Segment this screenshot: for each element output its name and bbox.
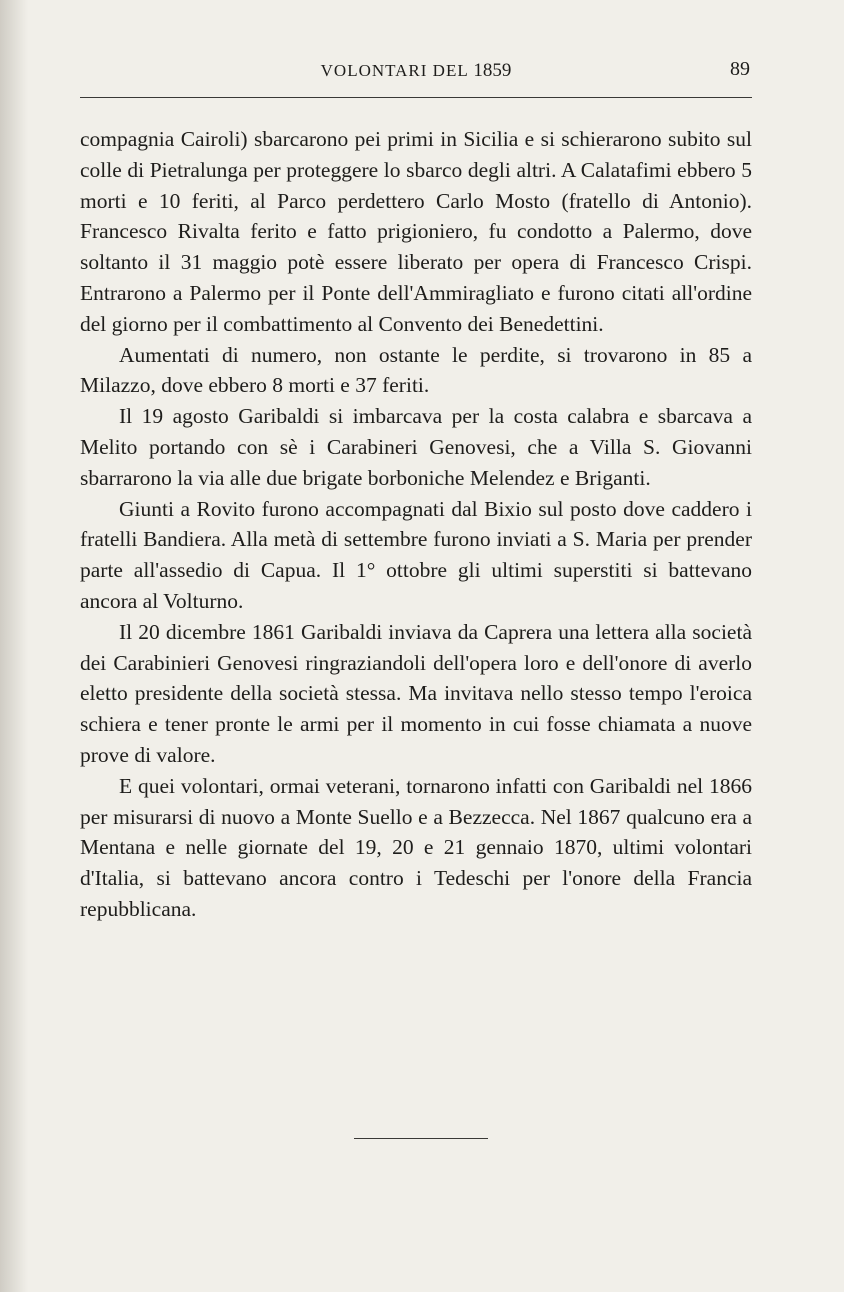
running-head: [80, 60, 752, 82]
paragraph-4: Giunti a Rovito furono accompagnati dal Bixio sul posto dove caddero i fratelli Bandiera. Alla metà di settembre furono inviati a S. Maria per prender parte all'assedio di Capua. Il 1° ottobre gli ultimi superstiti si battevano ancora al Volturno.: [80, 496, 752, 613]
end-rule: [354, 1138, 488, 1139]
paragraph-6: E quei volontari, ormai veterani, tornarono infatti con Garibaldi nel 1866 per misurarsi di nuovo a Monte Suello e a Bezzecca. Nel 1867 qualcuno era a Mentana e nelle giornate del 19, 20 e 21 gennaio 1870, ultimi volontari d'Italia, si battevano ancora contro i Tedeschi per l'onore della Francia repubblicana.: [80, 773, 752, 921]
page-header: [80, 60, 752, 90]
body-text: [80, 124, 752, 925]
paragraph-1: compagnia Cairoli) sbarcarono pei primi in Sicilia e si schierarono subito sul colle di Pietralunga per proteggere lo sbarco degli altri. A Calatafimi ebbero 5 morti e 10 feriti, al Parco perdettero Carlo Mosto (fratello di Antonio). Francesco Rivalta ferito e fatto prigioniero, fu condotto a Palermo, dove soltanto il 31 maggio potè essere liberato per opera di Francesco Crispi. Entrarono a Palermo per il Ponte dell'Ammiragliato e furono citati all'ordine del giorno per il combattimento al Convento dei Benedettini.: [80, 127, 752, 336]
paragraph-3: Il 19 agosto Garibaldi si imbarcava per la costa calabra e sbarcava a Melito portando con sè i Carabineri Genovesi, che a Villa S. Giovanni sbarrarono la via alle due brigate borboniche Melendez e Briganti.: [80, 404, 752, 490]
page-gutter-shadow: [0, 0, 28, 1292]
paragraph-2: Aumentati di numero, non ostante le perdite, si trovarono in 85 a Milazzo, dove ebbero 8 morti e 37 feriti.: [80, 342, 752, 398]
running-head-title: VOLONTARI DEL: [320, 61, 469, 80]
page-number: 89: [730, 58, 750, 80]
header-rule: [80, 97, 752, 98]
paragraph-5: Il 20 dicembre 1861 Garibaldi inviava da Caprera una lettera alla società dei Carabinieri Genovesi ringraziandoli dell'opera loro e dell'onore di averlo eletto presidente della società stessa. Ma invitava nello stesso tempo l'eroica schiera e tener pronte le armi per il momento in cui fosse chiamata a nuove prove di valore.: [80, 619, 752, 767]
running-head-year: 1859: [473, 60, 512, 81]
